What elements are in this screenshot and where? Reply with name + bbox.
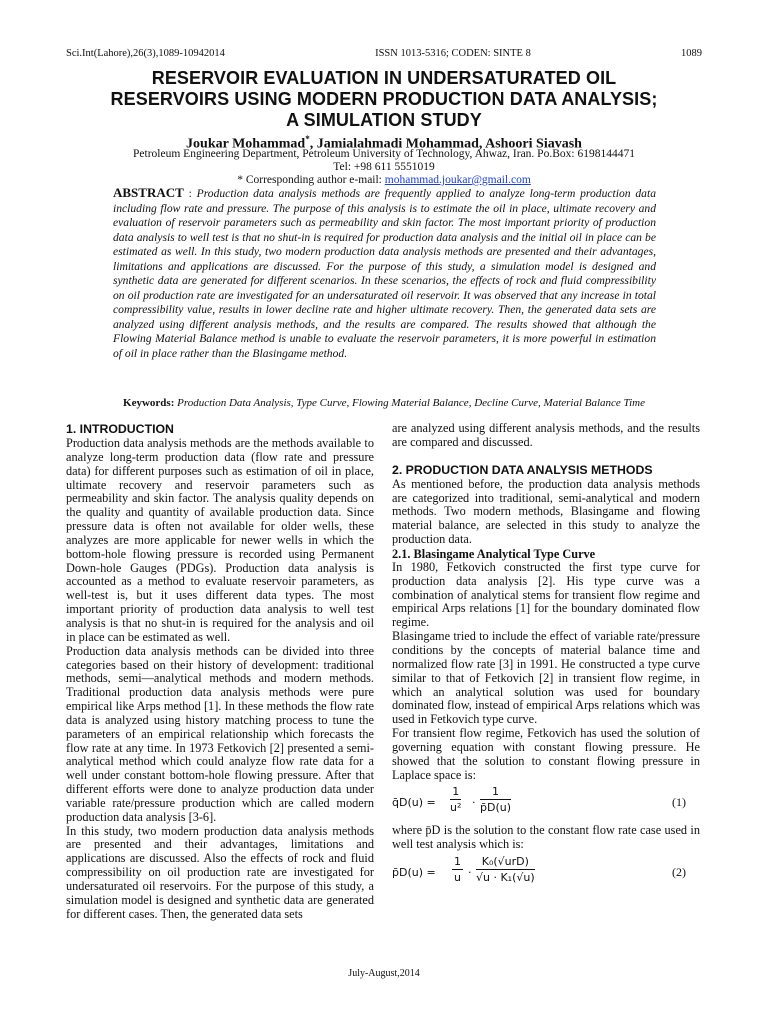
eq2-frac2-numerator: K₀(√urD) — [476, 854, 535, 870]
telephone: Tel: +98 611 5551019 — [333, 161, 435, 173]
intro-continuation: are analyzed using different analysis methods, and the results are compared and discussed. — [392, 421, 700, 449]
abstract — [113, 186, 656, 362]
keywords-label: Keywords: — [123, 397, 175, 409]
abstract-separator: : — [183, 187, 197, 200]
subsection-heading-blasingame: 2.1. Blasingame Analytical Type Curve — [392, 546, 596, 561]
journal-reference: Sci.Int(Lahore),26(3),1089-10942014 — [66, 48, 225, 59]
email-prefix: * Corresponding author e-mail: — [237, 174, 385, 186]
eq1-frac2-denominator: p̄D(u) — [480, 801, 512, 815]
eq1-multiply-dot: · — [472, 796, 476, 810]
issn-coden: ISSN 1013-5316; CODEN: SINTE 8 — [375, 48, 531, 59]
equation-1 — [392, 784, 700, 822]
title-line-3: A SIMULATION STUDY — [286, 110, 482, 130]
abstract-body: Production data analysis methods are frequently applied to analyze long-term production data including flow rate and pressure. The purpose of this analysis is to estimate the oil in place, ultimate recovery and evaluation of reservoir parameters such as permeability and skin factor. The most important priority of production data analysis to well test is that no shut-in is required for production data analysis and the initial oil in place can be estimated as well. In this study, two modern production data analysis methods are presented and their advantages, limitations and applications are discussed. For the purpose of this study, a simulation model is designed and synthetic data are generated for different scenarios. In these scenarios, the effects of rock and fluid compressibility on oil production rate are investigated for an undersaturated oil reservoir. It was observed that any increase in total compressibility value, results in lower decline rate and higher ultimate recovery. Then, the generated data sets are analyzed using different analysis methods, and the results are compared. The results showed that although the Flowing Material Balance method is unable to evaluate the reservoir parameters, it is more powerful in estimation of oil in place rather than the Blasingame method. — [113, 187, 656, 361]
eq2-frac1-denominator: u — [454, 871, 461, 885]
section-heading-methods: 2. PRODUCTION DATA ANALYSIS METHODS — [392, 462, 653, 477]
between-equations-text: where p̄D is the solution to the constant flow rate case used in well test analysis which is: — [392, 823, 700, 852]
eq2-fraction-2 — [476, 854, 535, 885]
keywords — [66, 397, 702, 409]
eq1-lhs: q̄D(u) = — [392, 796, 436, 810]
eq2-frac1-numerator: 1 — [454, 855, 461, 869]
eq2-multiply-dot: · — [468, 866, 472, 880]
abstract-label: ABSTRACT — [113, 185, 184, 200]
title-line-2: RESERVOIRS USING MODERN PRODUCTION DATA ANALYSIS; — [110, 89, 658, 109]
right-column — [392, 422, 700, 894]
eq2-lhs: p̄D(u) = — [392, 866, 436, 880]
blasingame-paragraph-2: Blasingame tried to include the effect of variable rate/pressure conditions by the concepts of material balance time and normalized flow rate [3] in 1991. He constructed a type curve similar to that of Fetkovich [2] in transient flow regime, in which an analytical solution was used for boundary dominated flow, instead of empirical Arps relations which was used in Fetkovich type curve. — [392, 629, 700, 727]
eq1-fraction-2 — [480, 784, 511, 815]
equation-2 — [392, 854, 700, 892]
eq2-frac2-denominator: √u · K₁(√u) — [476, 871, 535, 885]
intro-paragraph-1: Production data analysis methods are the methods available to analyze long-term production data (flow rate and pressure data) for different purposes such as estimation of oil in place, ultimate recovery and reservoir parameters such as permeability and skin factor. The analysis quality depends on the quality and quantity of available production data. Since pressure data is often not available for older wells, these analyzes are more applicable for newer wells in which the bottom-hole flowing pressure is recorded using Permanent Down-hole Gauges (PDGs). Production data analysis is accounted as a method to evaluate reservoir parameters, as well-test is, but it uses different data types. The most important priority of production data analysis to well test analysis is that no shut-in is required for the analysis and oil in place can be estimated as well. — [66, 436, 374, 644]
section-heading-introduction: 1. INTRODUCTION — [66, 422, 174, 436]
eq1-frac2-numerator: 1 — [480, 784, 511, 800]
eq1-number: (1) — [672, 795, 686, 810]
first-author: Joukar Mohammad — [186, 136, 306, 152]
page-footer-date: July-August,2014 — [348, 968, 420, 979]
paper-title — [66, 68, 702, 131]
corresponding-author-mark: * — [305, 134, 310, 144]
blasingame-paragraph-1: In 1980, Fetkovich constructed the first type curve for production data analysis [2]. His type curve was a combination of analytical stems for transient flow regime and empirical Arps relations [1] for the boundary dominated flow regime. — [392, 559, 700, 630]
keywords-body: Production Data Analysis, Type Curve, Flowing Material Balance, Decline Curve, Material Balance Time — [174, 397, 645, 409]
eq2-number: (2) — [672, 865, 686, 880]
eq1-frac1-denominator: u² — [450, 801, 462, 815]
affiliation: Petroleum Engineering Department, Petroleum University of Technology, Ahwaz, Iran. Po.Box: 6198144471 — [133, 148, 635, 160]
eq1-frac1-numerator: 1 — [450, 784, 461, 800]
intro-paragraph-2: Production data analysis methods can be divided into three categories based on their history of development: traditional methods, semi—analytical methods and modern methods. Traditional production data analysis methods were pure empirical like Arps method [1]. In these methods the flow rate data is analyzed using history matching process to tune the parameters of an empirical relationship which forecasts the flow rate at any time. In 1973 Fetkovich [2] presented a semi-analytical method which could analyze flow rate data for a well under constant bottom-hole flowing pressure. After that different efforts were done to analyze production data under variable rate/pressure production which are called modern production data analysis [3-6]. — [66, 643, 374, 824]
intro-paragraph-3: In this study, two modern production data analysis methods are presented and their advantages, limitations and applications are discussed. Also the effects of rock and fluid compressibility on oil production rate are investigated for undersaturated oil reservoirs. For the purpose of this study, a simulation model is designed and synthetic data are generated for different cases. Then, the generated data sets — [66, 823, 374, 921]
page-number: 1089 — [681, 48, 702, 59]
title-line-1: RESERVOIR EVALUATION IN UNDERSATURATED OIL — [151, 68, 617, 88]
other-authors: , Jamialahmadi Mohammad, Ashoori Siavash — [309, 136, 582, 152]
eq2-fraction-1 — [452, 854, 463, 885]
blasingame-paragraph-3: For transient flow regime, Fetkovich has used the solution of governing equation with constant flowing pressure. He showed that the solution to constant flowing pressure in Laplace space is: — [392, 726, 700, 782]
methods-paragraph: As mentioned before, the production data analysis methods are categorized into traditional, semi-analytical and modern methods. Two modern methods, Blasingame and flowing material balance, are selected in this study to analyze the production data. — [392, 476, 700, 547]
running-header — [66, 48, 702, 59]
left-column — [66, 422, 374, 922]
email-link[interactable]: mohammad.joukar@gmail.com — [384, 174, 531, 186]
eq1-fraction-1 — [450, 784, 461, 815]
